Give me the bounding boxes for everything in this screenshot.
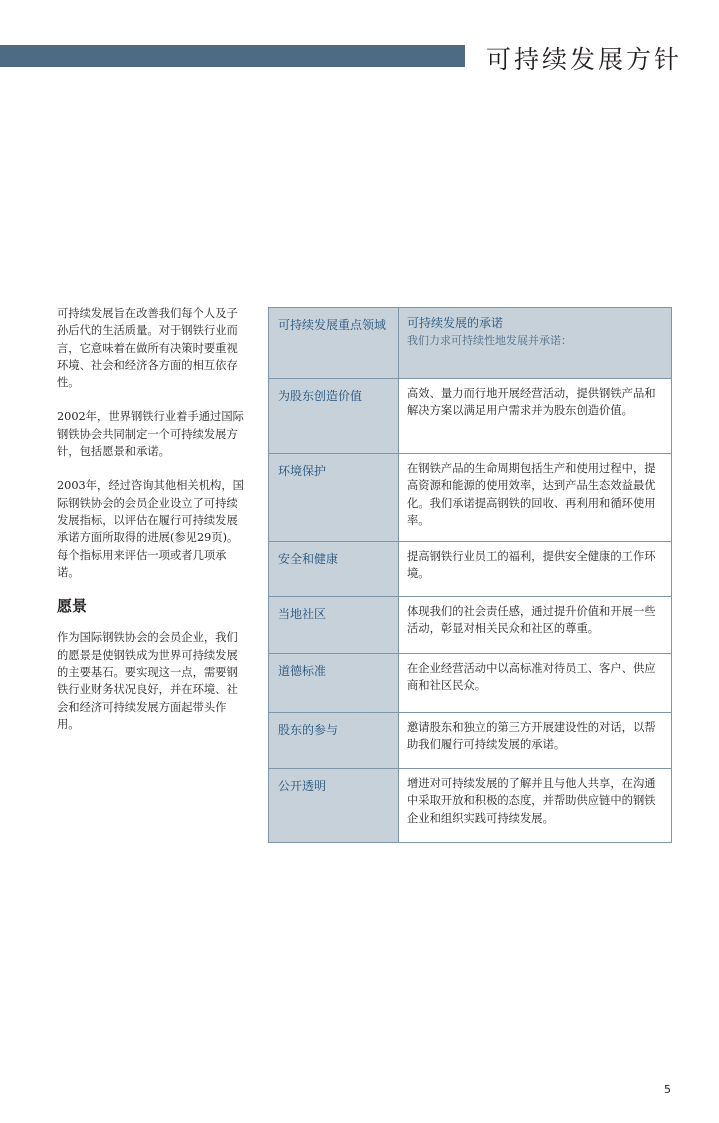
focus-area: 环境保护 (269, 454, 399, 541)
focus-area: 安全和健康 (269, 542, 399, 596)
table-row (269, 542, 671, 597)
vision-heading: 愿景 (57, 597, 88, 616)
focus-area: 道德标准 (269, 654, 399, 712)
header-bar (0, 45, 465, 67)
commitment-text: 在企业经营活动中以高标准对待员工、客户、供应商和社区民众。 (407, 662, 656, 693)
table-header-commitment-title: 可持续发展的承诺 (407, 316, 504, 330)
page-title: 可持续发展方针 (486, 45, 683, 74)
focus-area: 当地社区 (269, 597, 399, 653)
intro-paragraph: 2003年，经过咨询其他相关机构，国际钢铁协会的会员企业设立了可持续发展指标，以评估在履行可持续发展承诺方面所取得的进展(参见29页)。 (57, 479, 244, 545)
commitment-text: 邀请股东和独立的第三方开展建设性的对话，以帮助我们履行可持续发展的承诺。 (407, 721, 656, 752)
focus-area: 为股东创造价值 (269, 379, 399, 453)
commitment-text: 体现我们的社会责任感，通过提升价值和开展一些活动，彰显对相关民众和社区的尊重。 (407, 605, 656, 636)
intro-paragraph: 2002年，世界钢铁行业着手通过国际钢铁协会共同制定一个可持续发展方针，包括愿景和承诺。 (57, 410, 244, 459)
table-header-commitment-subtitle: 我们力求可持续性地发展并承诺： (407, 334, 572, 348)
focus-area: 股东的参与 (269, 713, 399, 768)
commitments-table (268, 307, 672, 843)
table-header-row (269, 308, 671, 379)
commitment-text: 增进对可持续发展的了解并且与他人共享，在沟通中采取开放和积极的态度，并帮助供应链中的钢铁企业和组织实践可持续发展。 (407, 777, 656, 825)
table-header-commitment (399, 308, 671, 378)
focus-area: 公开透明 (269, 769, 399, 842)
intro-paragraph: 可持续发展旨在改善我们每个人及子孙后代的生活质量。对于钢铁行业而言，它意味着在做所有决策时要重视环境、社会和经济各方面的相互依存性。 (57, 307, 238, 390)
commitment-text: 在钢铁产品的生命周期包括生产和使用过程中，提高资源和能源的使用效率，达到产品生态效益最优化。我们承诺提高钢铁的回收、再利用和循环使用率。 (407, 462, 656, 527)
intro-paragraph: 每个指标用来评估一项或者几项承诺。 (57, 548, 227, 579)
page-number: 5 (664, 1083, 671, 1096)
intro-column (57, 305, 247, 750)
table-row (269, 654, 671, 713)
table-row (269, 713, 671, 769)
table-row (269, 597, 671, 654)
table-header-area: 可持续发展重点领域 (269, 308, 399, 378)
vision-text: 作为国际钢铁协会的会员企业，我们的愿景是使钢铁成为世界可持续发展的主要基石。要实现这一点，需要钢铁行业财务状况良好，并在环境、社会和经济可持续发展方面起带头作用。 (57, 631, 238, 731)
table-row (269, 454, 671, 542)
table-row (269, 769, 671, 842)
commitment-text: 提高钢铁行业员工的福利，提供安全健康的工作环境。 (407, 550, 656, 581)
table-row (269, 379, 671, 454)
commitment-text: 高效、量力而行地开展经营活动，提供钢铁产品和解决方案以满足用户需求并为股东创造价值。 (407, 387, 656, 418)
